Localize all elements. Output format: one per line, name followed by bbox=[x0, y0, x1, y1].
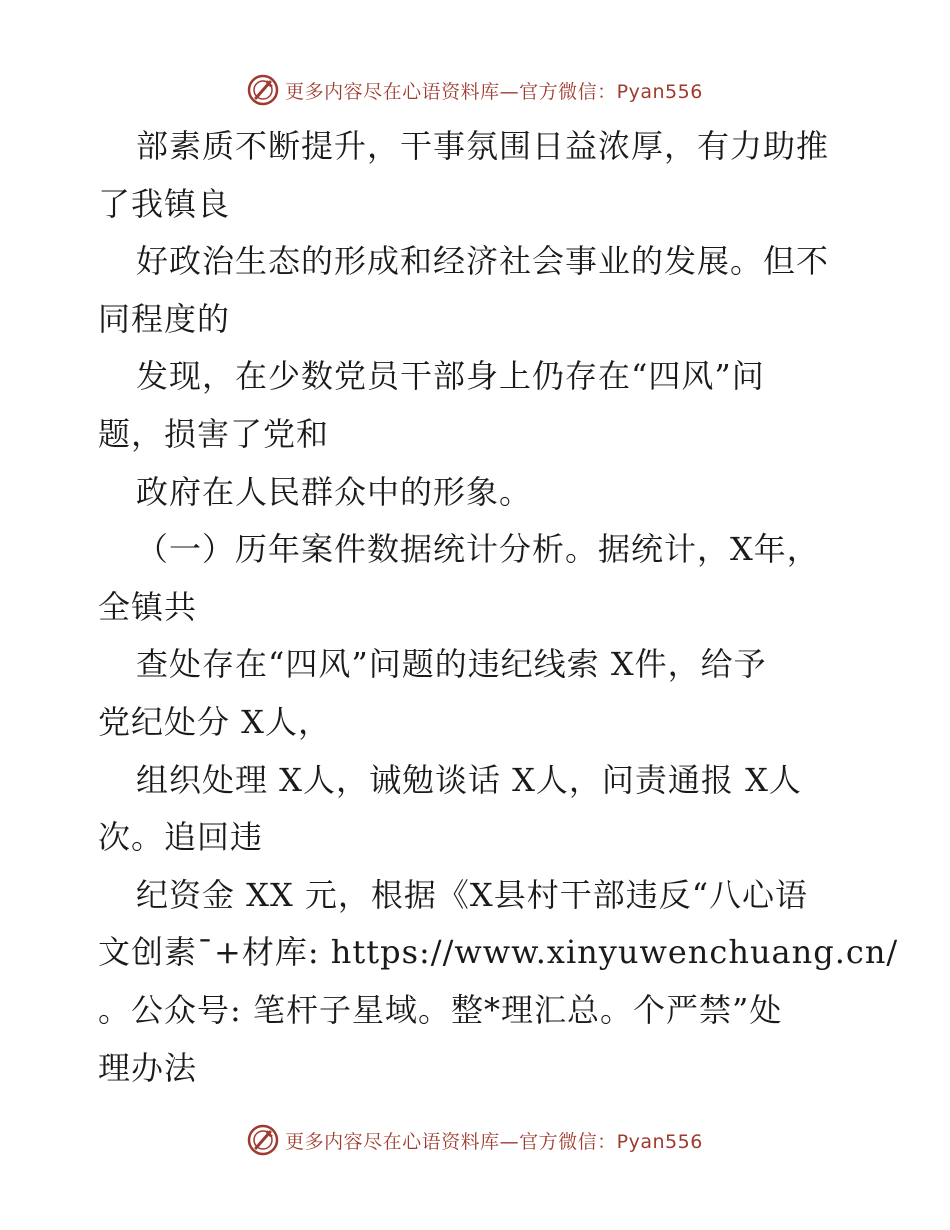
text-line: 全镇共 bbox=[98, 587, 198, 626]
text-line: 发现，在少数党员干部身上仍存在“四风”问 bbox=[136, 357, 765, 396]
footer-banner-text: 更多内容尽在心语资料库—官方微信：Pyan556 bbox=[285, 1130, 703, 1153]
header-wechat-id: Pyan556 bbox=[616, 80, 703, 103]
text-line: 组织处理 X人，诫勉谈话 X人，问责通报 X人 bbox=[136, 760, 802, 799]
text-line: 次。追回违 bbox=[98, 818, 264, 857]
text-line: 了我镇良 bbox=[98, 184, 231, 223]
text-line: （一）历年案件数据统计分析。据统计，X年， bbox=[136, 530, 820, 569]
footer-banner bbox=[0, 1120, 950, 1160]
text-line: 文创素¯+材库: https://www.xinyuwenchuang.cn/ bbox=[98, 933, 899, 972]
text-line: 理办法 bbox=[98, 1048, 198, 1087]
footer-wechat-id: Pyan556 bbox=[616, 1130, 703, 1153]
brand-logo-icon bbox=[247, 74, 279, 106]
header-banner-text: 更多内容尽在心语资料库—官方微信：Pyan556 bbox=[285, 80, 703, 103]
text-line: 同程度的 bbox=[98, 299, 231, 338]
text-line: 题，损害了党和 bbox=[98, 414, 330, 453]
text-line: 政府在人民群众中的形象。 bbox=[136, 472, 533, 511]
brand-logo-icon bbox=[247, 1124, 279, 1156]
document-body bbox=[98, 118, 899, 1097]
header-banner bbox=[0, 70, 950, 110]
text-line: 。公众号: 笔杆子星域。整*理汇总。个严禁”处 bbox=[98, 990, 783, 1029]
text-line: 纪资金 XX 元，根据《X县村干部违反“八心语 bbox=[136, 875, 809, 914]
text-line: 好政治生态的形成和经济社会事业的发展。但不 bbox=[136, 242, 830, 281]
text-line: 党纪处分 X人， bbox=[98, 702, 331, 741]
text-line: 查处存在“四风”问题的违纪线索 X件，给予 bbox=[136, 645, 767, 684]
text-line: 部素质不断提升，干事氛围日益浓厚，有力助推 bbox=[136, 127, 830, 165]
